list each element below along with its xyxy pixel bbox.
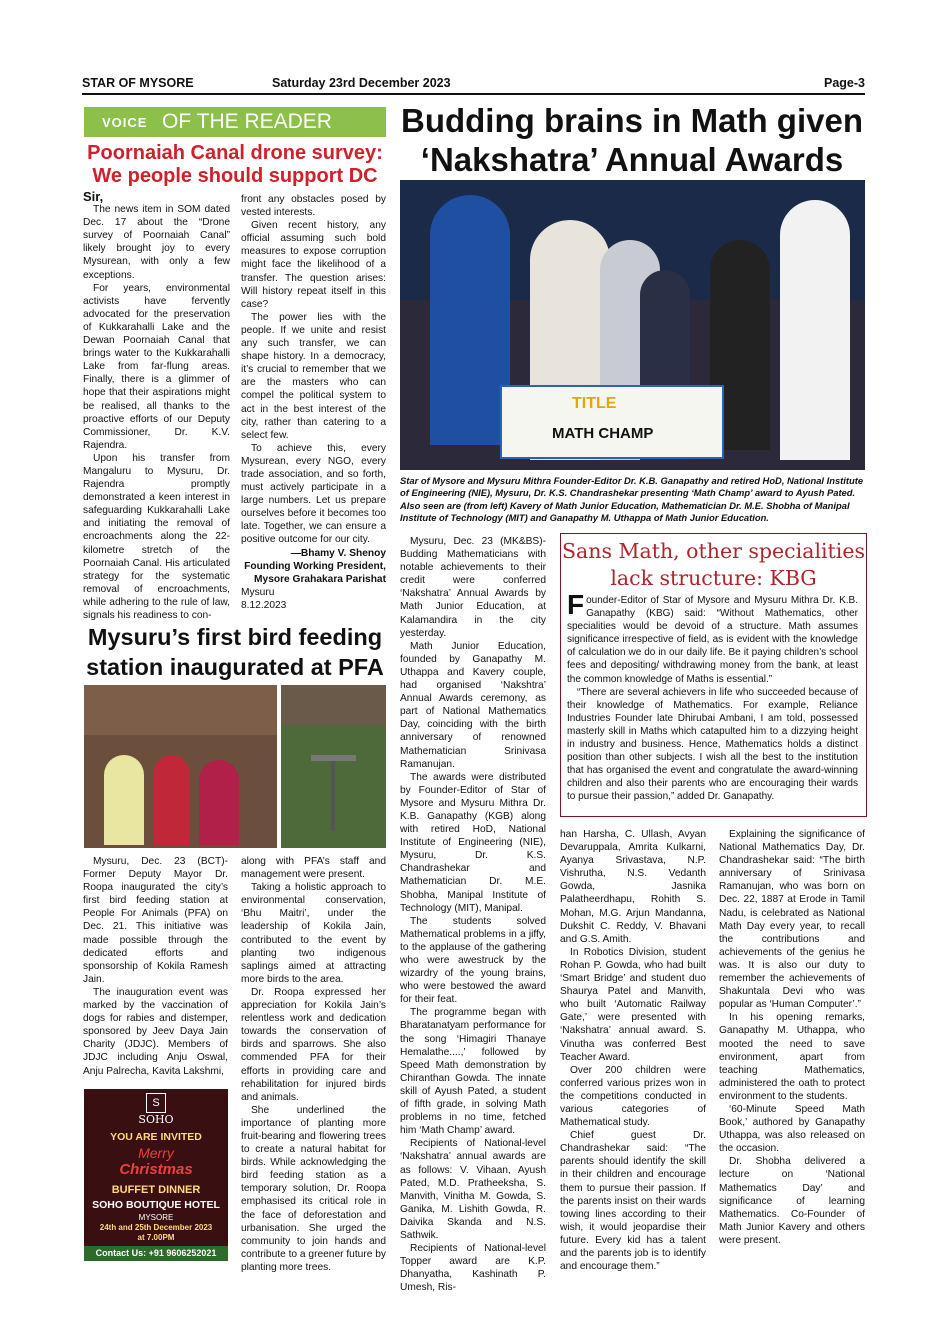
letter-place: Mysuru: [241, 586, 275, 598]
feeder-pole: [331, 761, 335, 831]
paragraph: The power lies with the people. If we unite and resist any such transfer, we can shape history. In a democracy, it’s crucial to remember that we are the masters who can compel the political system to act in the best interest of the city, rather than catering to a select few.: [241, 311, 386, 441]
signature-line: Mysore Grahakara Parishat: [254, 573, 386, 585]
voice-title: OF THE READER: [162, 110, 332, 133]
bird-photo-2: [281, 685, 386, 848]
main-column-2: [560, 828, 706, 1273]
ad-christmas: Christmas: [119, 1161, 193, 1178]
sidebar-text: [567, 589, 858, 804]
paragraph: front any obstacles posed by vested interests.: [241, 194, 386, 219]
paragraph: ounder-Editor of Star of Mysore and Mysuru Mithra Dr. K.B. Ganapathy (KBG) said: “Without Mathematics, other specialities would be devoid of a structure. Math assumes significance irrespective of field, as is evident with the knowledge of calculation we do in our daily life. Be it paying children’s school fees and depositing/ withdrawing money from the bank, at least the common knowledge of Maths is essential.”: [567, 595, 858, 685]
bird-column-2: [241, 855, 386, 1274]
main-headline: Budding brains in Math given ‘Nakshatra’ Annual Awards: [401, 102, 863, 178]
letter-date: 8.12.2023: [241, 599, 287, 611]
paragraph: To achieve this, every Mysurean, every NGO, every trade association, and so forth, must actively participate in a large numbers. Let us prepare ourselves before it becomes too late. Together, we can ensure a positive outcome for our city.: [241, 442, 386, 546]
paragraph: han Harsha, C. Ullash, Avyan Devaruppala, Amrita Kulkarni, Ayanya Srivastava, N.P. Vishrutha, N.S. Vedanth Gowda, Jasnika Palatheerdhapu, Rohith S. Mohan, M.G. Arjun Mandanna, Dukshit C. Reddy, V. Bhavani and G.S. Amith.: [560, 829, 706, 945]
voice-of-reader-banner: [84, 107, 386, 137]
signature-line: Founding Working President,: [244, 560, 386, 572]
person-figure: [780, 200, 850, 460]
board-title: TITLE: [572, 395, 617, 412]
paragraph: Upon his transfer from Mangaluru to Mysuru, Dr. Rajendra promptly demonstrated a keen interest in safeguarding Kukkarahalli Lake and initiating the removal of encroachments along the 22-kilometre stretch of the Poornaiah Canal. His articulated strategy for the systematic removal of encroachments, while adhering to the rule of law, signals his readiness to con-: [83, 452, 230, 621]
bird-column-1: [83, 855, 228, 1078]
sidebar-headline: Sans Math, other specialities lack structure: KBG: [561, 539, 865, 590]
paragraph: Dr. Shobha delivered a lecture on ‘National Mathematics Day’ and significance of learning Mathematics. Co-Founder of Math Junior Kavery and others were present.: [719, 1156, 865, 1246]
paragraph: The news item in SOM dated Dec. 17 about the “Drone survey of Poornaiah Canal” likely brought joy to every Mysurean, with only a few exceptions.: [83, 204, 230, 281]
paragraph: The awards were distributed by Founder-Editor of Star of Mysore and Mysuru Mithra Dr. K.B. Ganapathy (KGB) along with retired HoD, National Institute of Engineering (NIE), Mysuru, Dr. K.S. Chandrashekar and Mathematician Dr. M.E. Shobha, Manipal Institute of Technology (MIT), Manipal.: [400, 771, 546, 914]
person-figure: [430, 195, 510, 445]
paragraph: Math Junior Education, founded by Ganapathy M. Uthappa and Kavery couple, had organised ‘Nakshtra’ Annual Awards ceremony, as part of National Mathematics Day, coinciding with the birth anniversary of renowned Mathematician Srinivasa Ramanujan.: [400, 640, 546, 770]
paragraph: The inauguration event was marked by the vaccination of dogs for rabies and distemper, sponsored by Jeev Daya Jain Charity (JDJC). Members of JDJC including Anju Oswal, Anju Palrecha, Kavita Lakshmi,: [83, 986, 228, 1077]
signature-line: —Bhamy V. Shenoy: [290, 547, 386, 559]
ad-city: MYSORE: [138, 1213, 174, 1222]
main-column-3: [719, 828, 865, 1247]
photo-caption: Star of Mysore and Mysuru Mithra Founder-Editor Dr. K.B. Ganapathy and retired HoD, National Institute of Engineering (NIE), Mysuru, Dr. K.S. Chandrashekar presenting ‘Math Champ’ award to Ayush Pated. Also seen are (from left) Kavery of Math Junior Education, Mathematician Dr. M.E. Shobha of Manipal Institute of Technology (MIT) and Ganapathy M. Uthappa of Math Junior Education.: [400, 475, 864, 524]
ad-merry: Merry: [138, 1145, 174, 1161]
issue-date: Saturday 23rd December 2023: [272, 76, 451, 90]
letter-salutation: Sir,: [83, 189, 104, 204]
ad-contact: Contact Us: +91 9606252021: [84, 1246, 228, 1261]
paragraph: “There are several achievers in life who succeeded because of their knowledge of Mathematics. For example, Reliance Industries Founder late Dhirubai Ambani, I am told, possessed masterly skill in Maths which catapulted him to a dizzying height in industry and business. Hence, Mathematics holds a distinct position than other subjects. I wish all the best to the institution that has organised the event and congratulate the award-winning children and also their parents who are encouraging their wards to pursue their passion,” added Dr. Ganapathy.: [567, 686, 858, 803]
letter-column-1: [83, 190, 230, 622]
award-photo: [400, 180, 865, 470]
letter-column-2: [241, 193, 386, 612]
paragraph: In his opening remarks, Ganapathy M. Uthappa, who mooted the need to save environment, apart from teaching Mathematics, administered the oath to protect environment to the students.: [719, 1012, 865, 1102]
paragraph: Mysuru, Dec. 23 (BCT)- Former Deputy Mayor Dr. Roopa inaugurated the city’s first bird feeding station at People For Animals (PFA) on Dec. 21. This initiative was made possible through the dedicated efforts and sponsorship of Kokila Ramesh Jain.: [83, 856, 228, 985]
paragraph: The programme began with Bharatanatyam performance for the song ‘Himagiri Thanaye Hemalathe....,’ followed by Speed Math demonstration by Chiranthan Gowda. The innate skill of Ayush Pated, a student of fifth grade, in solving Math problems in no time, fetched him ‘Math Champ’ award.: [400, 1007, 546, 1137]
ad-time: at 7.00PM: [137, 1233, 175, 1242]
award-board: [500, 385, 724, 459]
bird-story-headline: Mysuru’s first bird feeding station inaugurated at PFA: [86, 624, 384, 680]
main-column-1: [400, 535, 546, 1294]
roof-shape: [84, 685, 277, 735]
ad-brand: SOHO: [138, 1113, 174, 1126]
paragraph: Given recent history, any official assuming such bold measures to expose corruption might face the likelihood of a transfer. The question arises: Will history repeat itself in this case?: [241, 220, 386, 310]
voice-prefix: VOICE: [102, 115, 148, 130]
paragraph: Over 200 children were conferred various prizes won in the competitions conducted in various categories of Mathematical study.: [560, 1064, 706, 1129]
person-figure: [199, 760, 239, 845]
paragraph: along with PFA’s staff and management were present.: [241, 856, 386, 881]
paragraph: The students solved Mathematical problems in a jiffy, to the applause of the gathering who were awestruck by the wizardry of the young brains, who were bestowed the award for their feat.: [400, 915, 546, 1006]
christmas-ad: [84, 1089, 228, 1261]
paragraph: Mysuru, Dec. 23 (MK&BS)- Budding Mathematicians with notable achievements to their credit were conferred ‘Nakshatra’ Annual Awards by Math Junior Education, at Kalamandira in the city yesterday.: [400, 536, 546, 639]
brand-logo-icon: S: [146, 1093, 166, 1113]
paragraph: In Robotics Division, student Rohan P. Gowda, who had built ‘Smart Bridge’ and student duo Shaurya Patel and Manvith, who built ‘Automatic Railway Gate,’ were presented with ‘Nakshatra’ annual award. S. Vinutha was conferred Best Teacher Award.: [560, 946, 706, 1063]
letter-signature: [241, 547, 386, 586]
person-figure: [154, 755, 189, 845]
bird-photo-1: [84, 685, 277, 848]
person-figure: [104, 755, 144, 845]
ad-hotel: SOHO BOUTIQUE HOTEL: [92, 1199, 220, 1211]
paper-name: STAR OF MYSORE: [82, 76, 194, 90]
paragraph: Recipients of National-level ‘Nakshatra’ annual awards are as follows: V. Vihaan, Ayush Pated, M.D. Pratheeksha, S. Manvith, Vinitha M. Gowda, S. Ganika, M. Lishith Gowda, R. Daivika Skanda and N.S. Sathwik.: [400, 1138, 546, 1241]
page-number: Page-3: [824, 76, 865, 90]
paragraph: For years, environmental activists have fervently advocated for the preservation of Kukkarahalli Lake and the Dewan Poornaiah Canal that brings water to the Kukkarahalli Lake from far-flung areas. Finally, there is a glimmer of hope that their aspirations might be realised, all thanks to the proactive efforts of our Deputy Commissioner, Dr. K.V. Rajendra.: [83, 282, 230, 451]
ad-dates: 24th and 25th December 2023: [99, 1223, 213, 1232]
paragraph: Recipients of National-level Topper award are K.P. Dhanyatha, Kashinath P. Umesh, Ris-: [400, 1243, 546, 1294]
paragraph: Chief guest Dr. Chandrashekar said: “The parents should identify the skill in their children and encourage them to pursue their passion. If the parents insist on their wards towing lines according to their wish, it would jeopardise their future. Every kid has a talent and the parents job is to identify and encourage them.”: [560, 1130, 706, 1273]
dropcap: F: [567, 589, 585, 620]
ad-event: BUFFET DINNER: [111, 1184, 201, 1196]
paragraph: ‘60-Minute Speed Math Book,’ authored by Ganapathy Uthappa, was also released on the occasion.: [719, 1103, 865, 1155]
ad-invite: YOU ARE INVITED: [110, 1131, 202, 1143]
paragraph: Explaining the significance of National Mathematics Day, Dr. Chandrashekar said: “The birth anniversary of Srinivasa Ramanujan, who was born on Dec. 22, 1887 at Erode in Tamil Nadu, is celebrated as National Math Day every year, to recall the contributions and achievements of the genius he was. It is also our duty to remember the achievements of Shakuntala Devi who was popular as ‘Human Computer’.”: [719, 829, 865, 1011]
paragraph: She underlined the importance of planting more fruit-bearing and flowering trees to create a natural habitat for birds. While acknowledging the bird feeding station as a temporary solution, Dr. Roopa emphasised its critical role in the face of deforestation and urbanisation. She urged the community to join hands and contribute to a greener future by planting more trees.: [241, 1104, 386, 1273]
paragraph: Taking a holistic approach to environmental conservation, ‘Bhu Maitri’, under the leadership of Kokila Jain, contributed to the event by planting two indigenous saplings aimed at attracting more birds to the area.: [241, 882, 386, 985]
sidebar-box: [560, 533, 867, 817]
masthead-rule: [82, 93, 865, 95]
letter-headline: Poornaiah Canal drone survey: We people should support DC: [87, 142, 383, 187]
masthead: [82, 76, 865, 92]
paragraph: Dr. Roopa expressed her appreciation for Kokila Jain’s relentless work and dedication towards the conservation of birds and sparrows. She also commended PFA for their efforts in providing care and rehabilitation for injured birds and animals.: [241, 986, 386, 1103]
roof-shape: [281, 685, 386, 725]
board-banner: MATH CHAMP: [552, 425, 654, 442]
